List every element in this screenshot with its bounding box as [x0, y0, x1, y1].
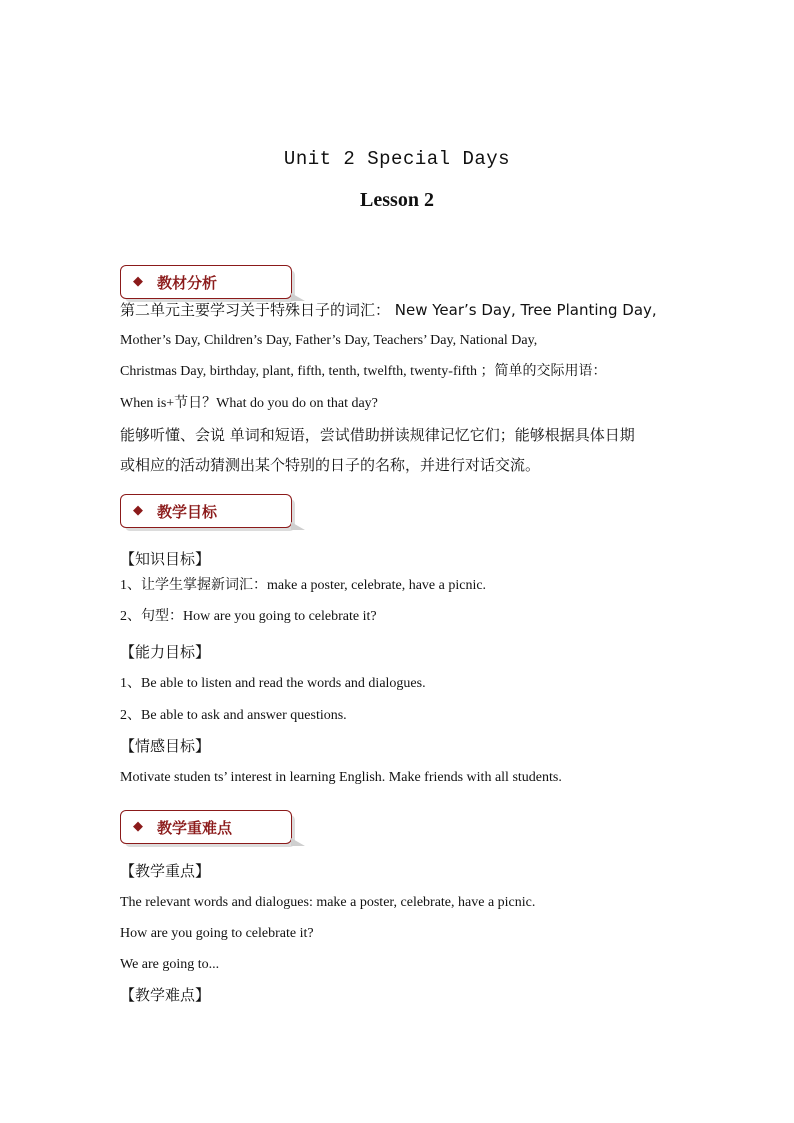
ability-item-1: 1、Be able to listen and read the words and dialogues.: [120, 676, 426, 691]
ability-item-2: 2、Be able to ask and answer questions.: [120, 708, 347, 723]
analysis-line-1: 第二单元主要学习关于特殊日子的词汇： New Year’s Day, Tree Planting Day,: [120, 301, 657, 319]
key-item-3: We are going to...: [120, 957, 220, 972]
analysis-line-5: 能够听懂、会说 单词和短语，尝试借助拼读规律记忆它们；能够根据具体日期: [120, 426, 635, 444]
lesson-subtitle: Lesson 2: [360, 189, 434, 211]
page-title: Unit 2 Special Days: [283, 148, 511, 170]
ability-label: 【能力目标】: [120, 643, 211, 661]
key-label: 【教学重点】: [120, 862, 211, 880]
knowledge-label: 【知识目标】: [120, 550, 211, 568]
diamond-bullet-icon: ◆: [133, 273, 143, 288]
knowledge-item-1: 1、让学生掌握新词汇：make a poster, celebrate, have a picnic.: [120, 578, 487, 593]
emotion-label: 【情感目标】: [120, 737, 211, 755]
difficult-label: 【教学难点】: [120, 986, 211, 1004]
section-heading: 教学目标: [157, 503, 218, 521]
section-heading: 教学重难点: [157, 819, 233, 837]
diamond-bullet-icon: ◆: [133, 818, 143, 833]
section-header-objectives: [120, 494, 292, 528]
emotion-text: Motivate studen ts’ interest in learning English. Make friends with all students.: [120, 770, 562, 785]
analysis-line-3: Christmas Day, birthday, plant, fifth, tenth, twelfth, twenty-fifth ；简单的交际用语：: [120, 364, 607, 379]
key-item-2: How are you going to celebrate it?: [120, 926, 314, 941]
section-header-key-points: [120, 810, 292, 844]
diamond-bullet-icon: ◆: [133, 502, 143, 517]
analysis-line-2: Mother’s Day, Children’s Day, Father’s Day, Teachers’ Day, National Day,: [120, 333, 538, 348]
knowledge-item-2: 2、句型：How are you going to celebrate it?: [120, 609, 377, 624]
section-header-analysis: [120, 265, 292, 299]
analysis-line-6: 或相应的活动猜测出某个特别的日子的名称，并进行对话交流。: [120, 456, 541, 474]
section-heading: 教材分析: [157, 274, 218, 292]
analysis-line-4: When is+节日？What do you do on that day?: [120, 396, 378, 411]
key-item-1: The relevant words and dialogues: make a poster, celebrate, have a picnic.: [120, 895, 536, 910]
